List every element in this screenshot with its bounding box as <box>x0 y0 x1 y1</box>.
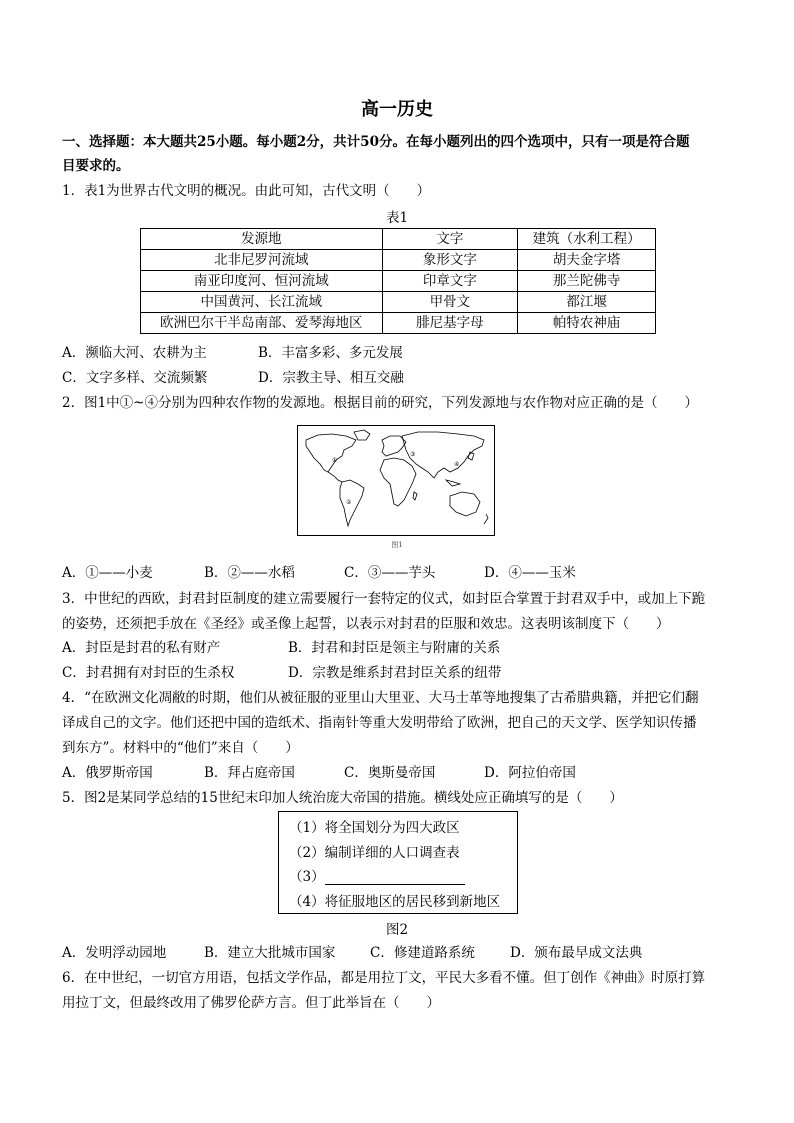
q5-option-a: A．发明浮动园地 <box>62 945 167 961</box>
table-row <box>141 271 656 292</box>
figure2-item-1: （1）将全国划分为四大政区 <box>289 820 460 836</box>
q2-option-d: D．④——玉米 <box>484 565 576 581</box>
figure1-caption: 图1 <box>391 541 403 549</box>
q1-option-d: D．宗教主导、相互交融 <box>258 370 404 386</box>
fill-in-blank-line <box>325 872 465 885</box>
table-cell: 欧洲巴尔干半岛南部、爱琴海地区 <box>141 313 383 334</box>
q3-line2: 的姿势，还须把手放在《圣经》或圣像上起誓，以表示对封君的臣服和效忠。这表明该制度下（ ） <box>62 616 670 632</box>
q4-line1: 4．“在欧洲文化凋敝的时期，他们从被征服的亚里山大里亚、大马士革等地搜集了古希腊典籍，并把它们翻 <box>62 690 699 706</box>
map-marker-3: ③ <box>410 451 416 458</box>
q2-option-c: C．③——芋头 <box>344 565 436 581</box>
table-cell: 中国黄河、长江流域 <box>141 292 383 313</box>
q5-option-d: D．颁布最早成文法典 <box>510 945 643 961</box>
q1-option-b: B．丰富多彩、多元发展 <box>258 345 403 361</box>
q3-option-a: A．封臣是封君的私有财产 <box>62 640 221 656</box>
table-cell: 都江堰 <box>518 292 656 313</box>
table-cell: 北非尼罗河流域 <box>141 250 383 271</box>
table-cell: 帕特农神庙 <box>518 313 656 334</box>
table-cell: 印章文字 <box>382 271 518 292</box>
q2-option-b: B．②——水稻 <box>204 565 295 581</box>
table-header-cell: 发源地 <box>141 229 383 250</box>
figure2-item-3 <box>289 865 465 885</box>
q5-stem: 5．图2是某同学总结的15世纪末印加人统治庞大帝国的措施。横线处应正确填写的是（ ） <box>62 790 623 806</box>
q1-stem: 1．表1为世界古代文明的概况。由此可知，古代文明（ ） <box>62 183 431 199</box>
figure2-item-4: （4）将征服地区的居民移到新地区 <box>289 894 501 910</box>
q3-line1: 3．中世纪的西欧，封君封臣制度的建立需要履行一套特定的仪式，如封臣合掌置于封君双手中，或加上下跪 <box>62 591 706 607</box>
table-cell: 腓尼基字母 <box>382 313 518 334</box>
q6-line1: 6．在中世纪，一切官方用语，包括文学作品，都是用拉丁文，平民大多看不懂。但丁创作《神曲》时原打算 <box>62 970 706 986</box>
figure2-caption: 图2 <box>385 922 409 938</box>
map-marker-2: ② <box>346 499 352 506</box>
q5-option-c: C．修建道路系统 <box>370 945 475 961</box>
q3-option-c: C．封君拥有对封臣的生杀权 <box>62 665 235 681</box>
q4-option-d: D．阿拉伯帝国 <box>484 765 576 781</box>
table-cell: 胡夫金字塔 <box>518 250 656 271</box>
table-cell: 那兰陀佛寺 <box>518 271 656 292</box>
table-cell: 南亚印度河、恒河流域 <box>141 271 383 292</box>
q4-option-b: B．拜占庭帝国 <box>204 765 295 781</box>
section-heading-line2: 目要求的。 <box>62 158 130 174</box>
map-marker-4: ④ <box>454 461 460 468</box>
map-marker-1: ① <box>332 457 338 464</box>
table-row <box>141 292 656 313</box>
q1-option-c: C．文字多样、交流频繁 <box>62 370 208 386</box>
q4-line2: 译成自己的文字。他们还把中国的造纸术、指南针等重大发明带给了欧洲，把自己的天文学、医学知识传播 <box>62 715 697 731</box>
table-header-cell: 文字 <box>382 229 518 250</box>
figure2-box <box>278 811 518 914</box>
section-heading-line1: 一、选择题：本大题共25小题。每小题2分，共计50分。在每小题列出的四个选项中，只有一项是符合题 <box>62 134 690 150</box>
table1 <box>140 228 656 334</box>
table-header-cell: 建筑（水利工程） <box>518 229 656 250</box>
table-cell: 甲骨文 <box>382 292 518 313</box>
q2-option-a: A．①——小麦 <box>62 565 153 581</box>
q1-option-a: A．濒临大河、农耕为主 <box>62 345 207 361</box>
table-row <box>141 250 656 271</box>
q5-option-b: B．建立大批城市国家 <box>204 945 336 961</box>
world-map-figure <box>297 425 495 536</box>
world-map-image <box>298 426 494 535</box>
table-cell: 象形文字 <box>382 250 518 271</box>
q4-option-a: A．俄罗斯帝国 <box>62 765 153 781</box>
q4-option-c: C．奥斯曼帝国 <box>344 765 436 781</box>
figure2-item-3-label: （3） <box>289 869 325 885</box>
q4-line3: 到东方”。材料中的“他们”来自（ ） <box>62 740 299 756</box>
table1-caption: 表1 <box>385 210 409 226</box>
table-header-row <box>141 229 656 250</box>
page-title: 高一历史 <box>361 99 433 120</box>
table-row <box>141 313 656 334</box>
q3-option-d: D．宗教是维系封君封臣关系的纽带 <box>288 665 502 681</box>
q3-option-b: B．封君和封臣是领主与附庸的关系 <box>288 640 501 656</box>
q2-stem: 2．图1中①~④分别为四种农作物的发源地。根据目前的研究，下列发源地与农作物对应正确的是（ ） <box>62 395 698 411</box>
figure2-item-2: （2）编制详细的人口调查表 <box>289 845 460 861</box>
q6-line2: 用拉丁文，但最终改用了佛罗伦萨方言。但丁此举旨在（ ） <box>62 995 440 1011</box>
